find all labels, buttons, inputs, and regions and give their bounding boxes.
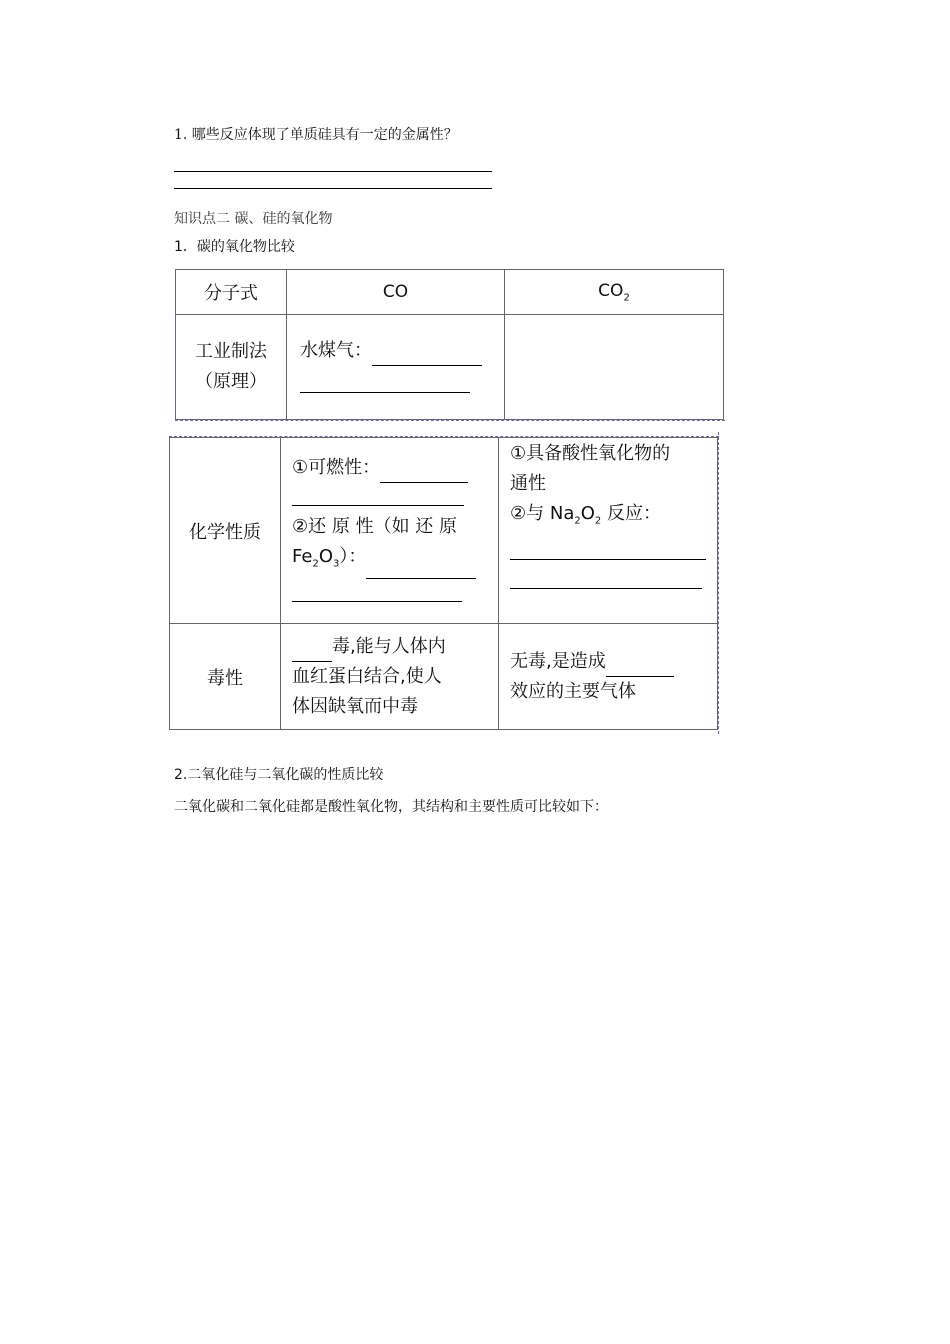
question-1: 1. 哪些反应体现了单质硅具有一定的金属性？ [174, 127, 458, 143]
paragraph-comparison-intro: 二氧化碳和二氧化硅都是酸性氧化物，其结构和主要性质可比较如下： [174, 799, 608, 815]
industry-co-cell [287, 315, 505, 420]
header-co: CO [287, 270, 505, 315]
table-row-industry [176, 315, 724, 420]
blank-water-gas-2 [300, 370, 470, 393]
blank-toxicity [292, 643, 332, 662]
table-row-header [176, 270, 724, 315]
table-dash-edge-bottom [175, 420, 725, 421]
fe-symbol: Fe [292, 545, 313, 567]
blank-reducing [366, 560, 476, 579]
blank-greenhouse [606, 658, 674, 677]
header-co2 [505, 270, 724, 315]
table2-dash-edge-right [718, 432, 719, 734]
table2-dash-edge-top [169, 436, 719, 437]
co2-acidic-2: 通性 [510, 473, 546, 494]
answer-line-2 [174, 188, 492, 189]
na-symbol: Na [549, 503, 575, 524]
table-row-chemical [170, 438, 718, 624]
chem-co2-cell [499, 438, 718, 624]
co2-na2o2-tail: 反应： [601, 503, 662, 524]
table-row-toxicity [170, 624, 718, 730]
o-symbol: O [318, 545, 333, 567]
oxide-comparison-table-1 [175, 269, 724, 420]
water-gas-label: 水煤气： [300, 339, 372, 361]
blank-combustible [380, 464, 468, 483]
co-reducing: ②还 原 性（如 还 原 [292, 515, 458, 537]
co-toxic-line3: 体因缺氧而中毒 [292, 695, 418, 717]
co2-acidic: ①具备酸性氧化物的 [510, 443, 671, 464]
blank-na2o2-1 [510, 537, 706, 560]
co2-toxic-line2: 效应的主要气体 [510, 680, 636, 702]
answer-line-1 [174, 171, 492, 172]
blank-water-gas [372, 347, 482, 366]
co2-na2o2-prefix: ②与 [510, 503, 550, 524]
header-formula-label: 分子式 [176, 270, 287, 315]
industry-label [176, 315, 287, 420]
table-dash-edge-left [175, 315, 176, 421]
industry-label-line1: 工业制法 [195, 341, 267, 362]
o2-symbol: O [580, 503, 595, 524]
co-reducing-tail: ）： [339, 545, 367, 567]
co2-toxic-line1: 无毒,是造成 [510, 650, 606, 672]
o2-subscript: 2 [594, 515, 602, 527]
toxicity-co2-cell [499, 624, 718, 730]
fe-subscript: 2 [312, 558, 319, 570]
subheading-carbon-oxides: 1．碳的氧化物比较 [174, 239, 295, 255]
industry-co2-cell [505, 315, 724, 420]
co-combustible: ①可燃性： [292, 456, 381, 478]
blank-reducing-2 [292, 579, 462, 602]
co2-subscript: 2 [623, 292, 630, 304]
co-toxic-line2: 血红蛋白结合,使人 [292, 665, 442, 687]
chem-label: 化学性质 [170, 438, 281, 624]
chem-co-cell [281, 438, 499, 624]
industry-label-line2: （原理） [195, 371, 267, 392]
oxide-comparison-table-2 [169, 437, 718, 730]
co2-base: CO [598, 280, 624, 301]
na-subscript: 2 [574, 515, 581, 527]
toxicity-co-cell [281, 624, 499, 730]
section-title: 知识点二 碳、硅的氧化物 [174, 211, 333, 227]
o-subscript: 3 [333, 558, 340, 570]
blank-na2o2-2 [510, 566, 702, 589]
subheading-silica-comparison: 2.二氧化硅与二氧化碳的性质比较 [174, 767, 384, 783]
toxicity-label: 毒性 [170, 624, 281, 730]
blank-combustible-2 [292, 483, 464, 506]
co-toxic-line1: 毒,能与人体内 [332, 635, 446, 657]
